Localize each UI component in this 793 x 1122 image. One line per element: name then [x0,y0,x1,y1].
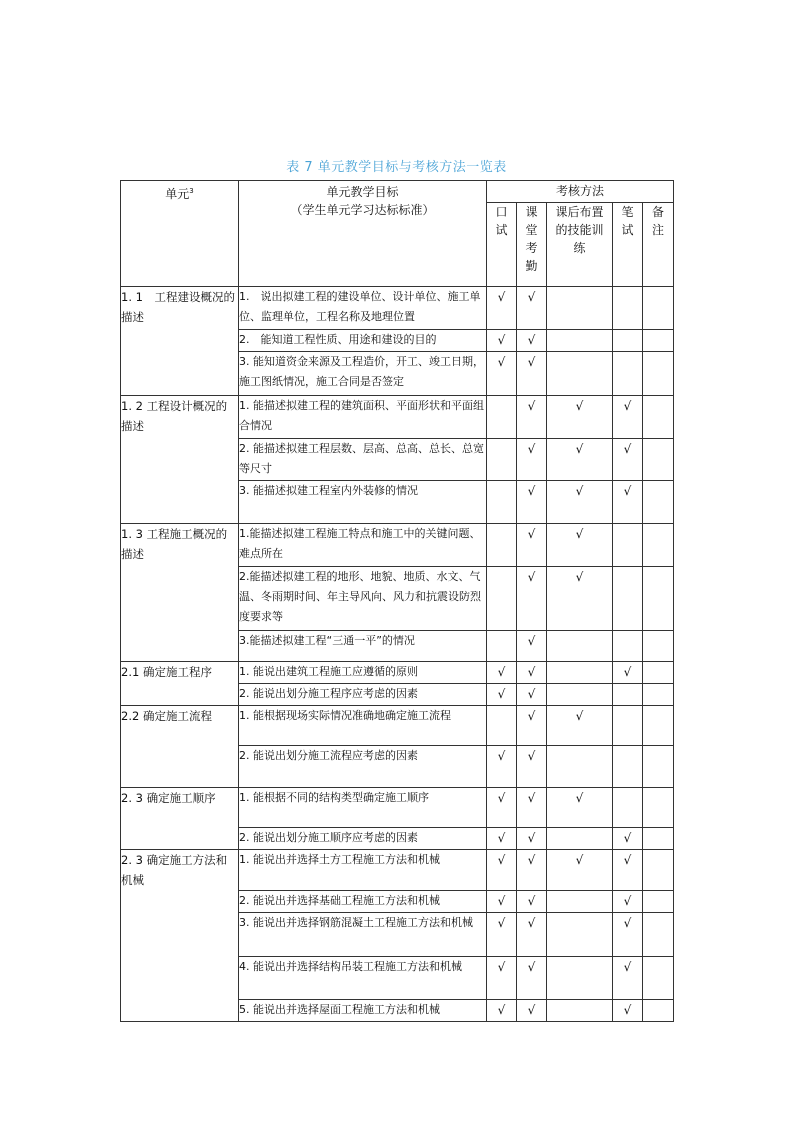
mark-attendance: √ [517,481,547,524]
assessment-table [120,180,674,1022]
mark-remarks [643,957,674,1000]
mark-remarks [643,567,674,631]
mark-oral: √ [487,352,517,396]
table-row [121,850,674,891]
mark-homework [547,662,613,684]
mark-oral: √ [487,891,517,913]
mark-homework [547,746,613,788]
mark-written [613,352,643,396]
unit-name: 1. 3 工程施工概况的描述 [121,524,239,662]
mark-written [613,567,643,631]
mark-remarks [643,850,674,891]
mark-oral: √ [487,662,517,684]
mark-attendance: √ [517,891,547,913]
table-row [121,662,674,684]
mark-attendance: √ [517,662,547,684]
mark-homework: √ [547,850,613,891]
mark-attendance: √ [517,1000,547,1022]
mark-written [613,287,643,330]
mark-written [613,631,643,662]
mark-attendance: √ [517,850,547,891]
mark-homework [547,957,613,1000]
mark-attendance: √ [517,684,547,706]
mark-attendance: √ [517,706,547,746]
mark-written [613,524,643,567]
mark-homework: √ [547,788,613,828]
unit-name: 2. 3 确定施工方法和机械 [121,850,239,1022]
mark-homework [547,828,613,850]
mark-remarks [643,891,674,913]
mark-remarks [643,481,674,524]
table-caption: 表 7 单元教学目标与考核方法一览表 [286,160,507,175]
mark-written: √ [613,396,643,439]
mark-written: √ [613,828,643,850]
header-attendance: 课 堂 考 勤 [517,203,547,287]
table-row [121,287,674,330]
mark-oral: √ [487,330,517,352]
mark-attendance: √ [517,788,547,828]
mark-attendance: √ [517,352,547,396]
mark-oral: √ [487,957,517,1000]
mark-homework [547,913,613,957]
mark-written: √ [613,957,643,1000]
unit-name: 2.1 确定施工程序 [121,662,239,706]
mark-homework [547,330,613,352]
mark-remarks [643,439,674,481]
mark-oral: √ [487,1000,517,1022]
goal-cell: 2.能描述拟建工程的地形、地貌、地质、水文、气温、冬雨期时间、年主导风向、风力和抗震设防烈度要求等 [239,567,487,631]
mark-oral: √ [487,287,517,330]
mark-homework: √ [547,567,613,631]
goal-cell: 1. 能根据现场实际情况准确地确定施工流程 [239,706,487,746]
goal-cell: 2. 能说出划分施工顺序应考虑的因素 [239,828,487,850]
mark-oral [487,524,517,567]
goal-cell: 1. 能说出建筑工程施工应遵循的原则 [239,662,487,684]
mark-remarks [643,396,674,439]
unit-name: 2. 3 确定施工顺序 [121,788,239,850]
mark-remarks [643,913,674,957]
table-row [121,524,674,567]
mark-homework [547,1000,613,1022]
mark-homework: √ [547,524,613,567]
mark-written: √ [613,1000,643,1022]
mark-attendance: √ [517,287,547,330]
mark-attendance: √ [517,524,547,567]
mark-written [613,684,643,706]
mark-remarks [643,352,674,396]
mark-remarks [643,330,674,352]
mark-written: √ [613,662,643,684]
mark-oral: √ [487,913,517,957]
goal-cell: 1.能描述拟建工程施工特点和施工中的关键问题、难点所在 [239,524,487,567]
mark-homework [547,352,613,396]
mark-attendance: √ [517,330,547,352]
mark-oral: √ [487,746,517,788]
goal-cell: 4. 能说出并选择结构吊装工程施工方法和机械 [239,957,487,1000]
mark-oral [487,631,517,662]
mark-remarks [643,706,674,746]
mark-remarks [643,524,674,567]
mark-oral [487,706,517,746]
mark-remarks [643,1000,674,1022]
mark-remarks [643,287,674,330]
mark-written: √ [613,439,643,481]
goal-cell: 3. 能描述拟建工程室内外装修的情况 [239,481,487,524]
mark-written: √ [613,913,643,957]
mark-homework: √ [547,396,613,439]
mark-oral [487,396,517,439]
header-unit: 单元$^3$ [121,181,239,287]
mark-homework [547,684,613,706]
mark-remarks [643,684,674,706]
mark-oral: √ [487,788,517,828]
table-row [121,788,674,828]
goal-cell: 2. 能说出划分施工流程应考虑的因素 [239,746,487,788]
table-row [121,706,674,746]
mark-written [613,706,643,746]
mark-remarks [643,746,674,788]
header-homework: 课后布置 的技能训 练 [547,203,613,287]
mark-written [613,330,643,352]
mark-homework [547,891,613,913]
header-oral: 口 试 [487,203,517,287]
unit-name: 2.2 确定施工流程 [121,706,239,788]
mark-written [613,746,643,788]
mark-written: √ [613,481,643,524]
mark-attendance: √ [517,631,547,662]
table-row [121,396,674,439]
mark-homework [547,287,613,330]
mark-oral: √ [487,684,517,706]
mark-remarks [643,631,674,662]
mark-oral: √ [487,828,517,850]
mark-oral: √ [487,850,517,891]
mark-attendance: √ [517,746,547,788]
header-written: 笔 试 [613,203,643,287]
unit-name: 1. 2 工程设计概况的描述 [121,396,239,524]
mark-remarks [643,662,674,684]
goal-cell: 3.能描述拟建工程“三通一平”的情况 [239,631,487,662]
goal-cell: 5. 能说出并选择屋面工程施工方法和机械 [239,1000,487,1022]
mark-homework: √ [547,706,613,746]
goal-cell: 2. 能描述拟建工程层数、层高、总高、总长、总宽等尺寸 [239,439,487,481]
header-remarks: 备 注 [643,203,674,287]
mark-homework: √ [547,439,613,481]
mark-attendance: √ [517,567,547,631]
header-assessment: 考核方法 [487,181,674,203]
goal-cell: 2. 能知道工程性质、用途和建设的目的 [239,330,487,352]
mark-written: √ [613,891,643,913]
mark-written: √ [613,850,643,891]
mark-written [613,788,643,828]
goal-cell: 2. 能说出并选择基础工程施工方法和机械 [239,891,487,913]
mark-attendance: √ [517,439,547,481]
goal-cell: 1. 能描述拟建工程的建筑面积、平面形状和平面组合情况 [239,396,487,439]
header-goal: 单元教学目标 （学生单元学习达标标准） [239,181,487,287]
mark-attendance: √ [517,913,547,957]
goal-cell: 1. 说出拟建工程的建设单位、设计单位、施工单位、监理单位，工程名称及地理位置 [239,287,487,330]
goal-cell: 3. 能知道资金来源及工程造价，开工、竣工日期，施工图纸情况，施工合同是否签定 [239,352,487,396]
goal-cell: 1. 能说出并选择土方工程施工方法和机械 [239,850,487,891]
mark-remarks [643,788,674,828]
mark-homework [547,631,613,662]
goal-cell: 2. 能说出划分施工程序应考虑的因素 [239,684,487,706]
mark-remarks [643,828,674,850]
goal-cell: 1. 能根据不同的结构类型确定施工顺序 [239,788,487,828]
mark-oral [487,439,517,481]
unit-name: 1. 1 工程建设概况的描述 [121,287,239,396]
mark-homework: √ [547,481,613,524]
mark-oral [487,481,517,524]
mark-attendance: √ [517,957,547,1000]
mark-attendance: √ [517,396,547,439]
mark-attendance: √ [517,828,547,850]
mark-oral [487,567,517,631]
goal-cell: 3. 能说出并选择钢筋混凝土工程施工方法和机械 [239,913,487,957]
